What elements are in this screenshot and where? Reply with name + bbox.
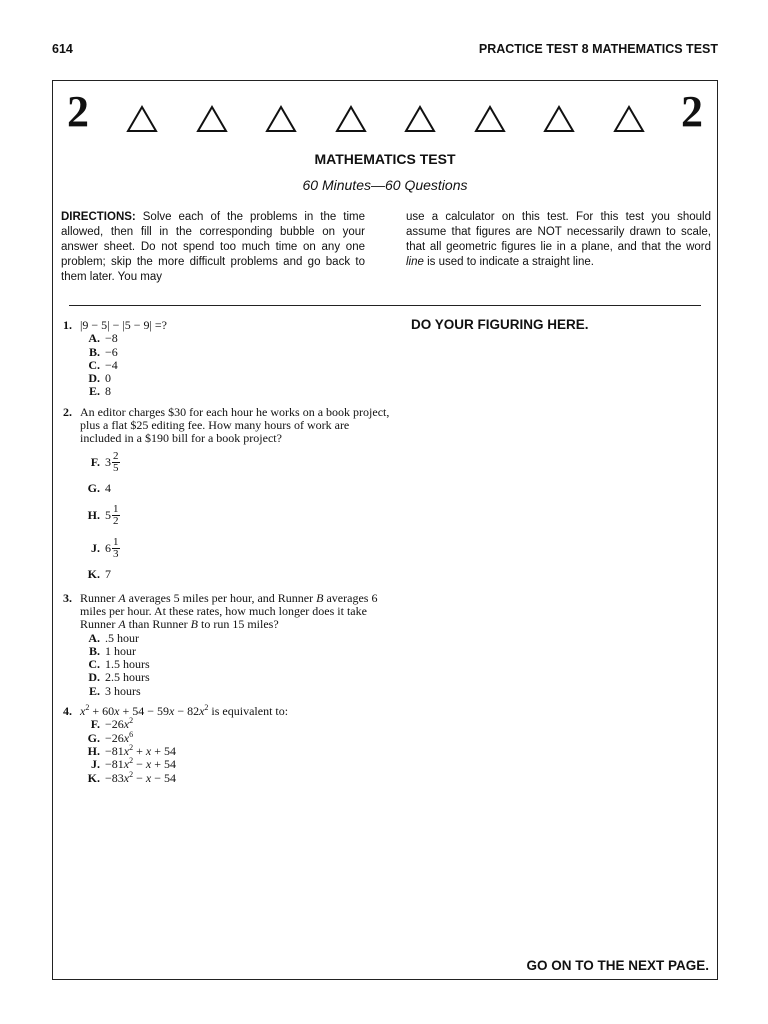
figuring-label: DO YOUR FIGURING HERE. bbox=[411, 317, 589, 332]
answer-option[interactable] bbox=[80, 685, 393, 698]
test-subtitle: 60 Minutes—60 Questions bbox=[302, 177, 468, 193]
triangle-outline-icon bbox=[613, 105, 645, 133]
directions-label: DIRECTIONS: bbox=[61, 211, 136, 223]
question-stem: |9 − 5| − |5 − 9| =? bbox=[80, 318, 168, 332]
question-number: 1. bbox=[63, 318, 72, 332]
directions-italic-word: line bbox=[406, 256, 424, 268]
answer-text: 4 bbox=[105, 481, 111, 496]
triangle-outline-icon bbox=[335, 105, 367, 133]
stem-expression: $x^2 + 60x + 54 - 59x - 82x^2$ bbox=[80, 703, 209, 719]
directions-text-2b: is used to indicate a straight line. bbox=[427, 256, 594, 268]
answer-letter: K. bbox=[87, 567, 100, 582]
directions-column-1 bbox=[61, 210, 365, 285]
section-divider bbox=[69, 305, 701, 306]
stem-text: to run 15 miles? bbox=[198, 617, 279, 632]
answer-text: −8 bbox=[105, 331, 118, 346]
stem-text: than Runner bbox=[125, 617, 191, 632]
stem-variable: B bbox=[190, 617, 199, 632]
answer-option[interactable] bbox=[80, 671, 393, 684]
answer-letter: F. bbox=[90, 454, 100, 469]
question-3 bbox=[63, 592, 393, 698]
answer-letter: A. bbox=[88, 630, 100, 645]
answer-expression: $-81x^2 - x + 54$ bbox=[105, 756, 176, 772]
answer-letter: E. bbox=[88, 384, 100, 399]
triangle-outline-icon bbox=[543, 105, 575, 133]
answer-option[interactable] bbox=[80, 729, 393, 745]
answer-letter: C. bbox=[88, 657, 100, 672]
fraction-denominator: 2 bbox=[113, 514, 119, 527]
answer-expression: $-81x^2 + x + 54$ bbox=[105, 742, 176, 758]
answer-letter: J. bbox=[91, 757, 100, 772]
answer-option[interactable] bbox=[80, 479, 393, 499]
answer-letter: D. bbox=[88, 670, 100, 685]
answer-text: 1.5 hours bbox=[105, 657, 150, 672]
answer-option[interactable] bbox=[80, 718, 393, 731]
answer-letter: A. bbox=[88, 331, 100, 346]
answer-expression: $-26x^2$ bbox=[105, 716, 134, 732]
answer-option[interactable] bbox=[80, 346, 393, 359]
answer-letter: H. bbox=[87, 507, 100, 522]
answer-letter: B. bbox=[88, 344, 100, 359]
running-header bbox=[52, 42, 718, 60]
stem-variable: A bbox=[118, 590, 126, 605]
directions-text-1: Solve each of the problems in the time allowed, then fill in the corresponding bubble on your answer sheet. Do not spend too much time on any one problem; skip the more difficult problems and go back to them later. You may bbox=[61, 211, 365, 283]
answer-letter: G. bbox=[87, 481, 100, 496]
answer-letter: J. bbox=[91, 540, 100, 555]
answer-expression: $-83x^2 - x - 54$ bbox=[105, 769, 176, 785]
answer-text: .5 hour bbox=[105, 630, 139, 645]
answer-option[interactable] bbox=[80, 565, 393, 585]
question-list bbox=[63, 319, 393, 792]
answer-text: 3 hours bbox=[105, 683, 141, 698]
answer-expression: $-26x^6$ bbox=[105, 729, 134, 745]
answer-letter: G. bbox=[87, 730, 100, 745]
answer-option[interactable] bbox=[80, 372, 393, 385]
stem-variable: A bbox=[118, 617, 126, 632]
directions-text-2a: use a calculator on this test. For this test you should assume that figures are NOT necessarily drawn to scale, that all geometric figures lie in a plane, and that the word bbox=[406, 211, 711, 253]
test-page-frame bbox=[52, 80, 718, 980]
answer-option[interactable] bbox=[80, 385, 393, 398]
answer-text: −4 bbox=[105, 357, 118, 372]
answer-option[interactable] bbox=[80, 632, 393, 645]
fraction-numerator: 1 bbox=[113, 535, 119, 548]
directions-column-2 bbox=[406, 210, 711, 270]
answer-letter: D. bbox=[88, 371, 100, 386]
answer-whole: 3 bbox=[105, 454, 111, 469]
question-stem: An editor charges $30 for each hour he works on a book project, plus a flat $25 editing fee. How many hours of work are included in a $190 bill for a book project? bbox=[80, 404, 390, 446]
stem-text: is equivalent to: bbox=[211, 704, 289, 719]
next-page-note: GO ON TO THE NEXT PAGE. bbox=[526, 958, 709, 973]
answer-option[interactable] bbox=[80, 359, 393, 372]
question-4 bbox=[63, 705, 393, 785]
answer-option[interactable] bbox=[80, 332, 393, 345]
answer-text: 1 hour bbox=[105, 643, 136, 658]
answer-text: −6 bbox=[105, 344, 118, 359]
question-number: 2. bbox=[63, 404, 72, 419]
question-1 bbox=[63, 319, 393, 399]
section-number-right: 2 bbox=[681, 87, 703, 136]
triangle-outline-icon bbox=[404, 105, 436, 133]
running-title: PRACTICE TEST 8 MATHEMATICS TEST bbox=[478, 42, 718, 56]
answer-text: 8 bbox=[105, 384, 111, 399]
answer-fraction bbox=[112, 504, 120, 527]
section-banner bbox=[53, 87, 717, 137]
answer-option[interactable] bbox=[80, 758, 393, 771]
answer-fraction bbox=[112, 451, 120, 474]
answer-option[interactable] bbox=[80, 658, 393, 671]
answer-text: 7 bbox=[105, 567, 111, 582]
answer-option[interactable] bbox=[80, 446, 393, 479]
question-number: 3. bbox=[63, 590, 72, 605]
stem-variable: B bbox=[316, 590, 324, 605]
answer-fraction bbox=[112, 537, 120, 560]
page-number: 614 bbox=[52, 42, 73, 56]
answer-text: 2.5 hours bbox=[105, 670, 150, 685]
stem-text: Runner bbox=[80, 590, 119, 605]
triangle-outline-icon bbox=[474, 105, 506, 133]
answer-option[interactable] bbox=[80, 499, 393, 532]
answer-option[interactable] bbox=[80, 769, 393, 785]
triangle-outline-icon bbox=[126, 105, 158, 133]
question-number: 4. bbox=[63, 704, 72, 719]
answer-letter: B. bbox=[88, 643, 100, 658]
fraction-denominator: 3 bbox=[113, 547, 119, 560]
question-stem bbox=[80, 592, 393, 632]
answer-option[interactable] bbox=[80, 532, 393, 565]
fraction-numerator: 2 bbox=[113, 449, 119, 462]
answer-letter: K. bbox=[87, 770, 100, 785]
answer-whole: 5 bbox=[105, 507, 111, 522]
stem-text: averages 5 miles per hour, and Runner bbox=[125, 590, 317, 605]
answer-letter: H. bbox=[87, 743, 100, 758]
stem-text: averages 6 miles per hour. At these rates, how much longer does it take Runner bbox=[80, 590, 378, 632]
answer-text: 0 bbox=[105, 371, 111, 386]
test-title: MATHEMATICS TEST bbox=[314, 151, 456, 167]
fraction-numerator: 1 bbox=[113, 502, 119, 515]
triangle-outline-icon bbox=[196, 105, 228, 133]
answer-option[interactable] bbox=[80, 645, 393, 658]
answer-letter: E. bbox=[88, 683, 100, 698]
triangle-outline-icon bbox=[265, 105, 297, 133]
answer-letter: F. bbox=[90, 717, 100, 732]
answer-letter: C. bbox=[88, 357, 100, 372]
section-number-left: 2 bbox=[67, 87, 89, 136]
answer-whole: 6 bbox=[105, 540, 111, 555]
fraction-denominator: 5 bbox=[113, 461, 119, 474]
question-2 bbox=[63, 406, 393, 585]
